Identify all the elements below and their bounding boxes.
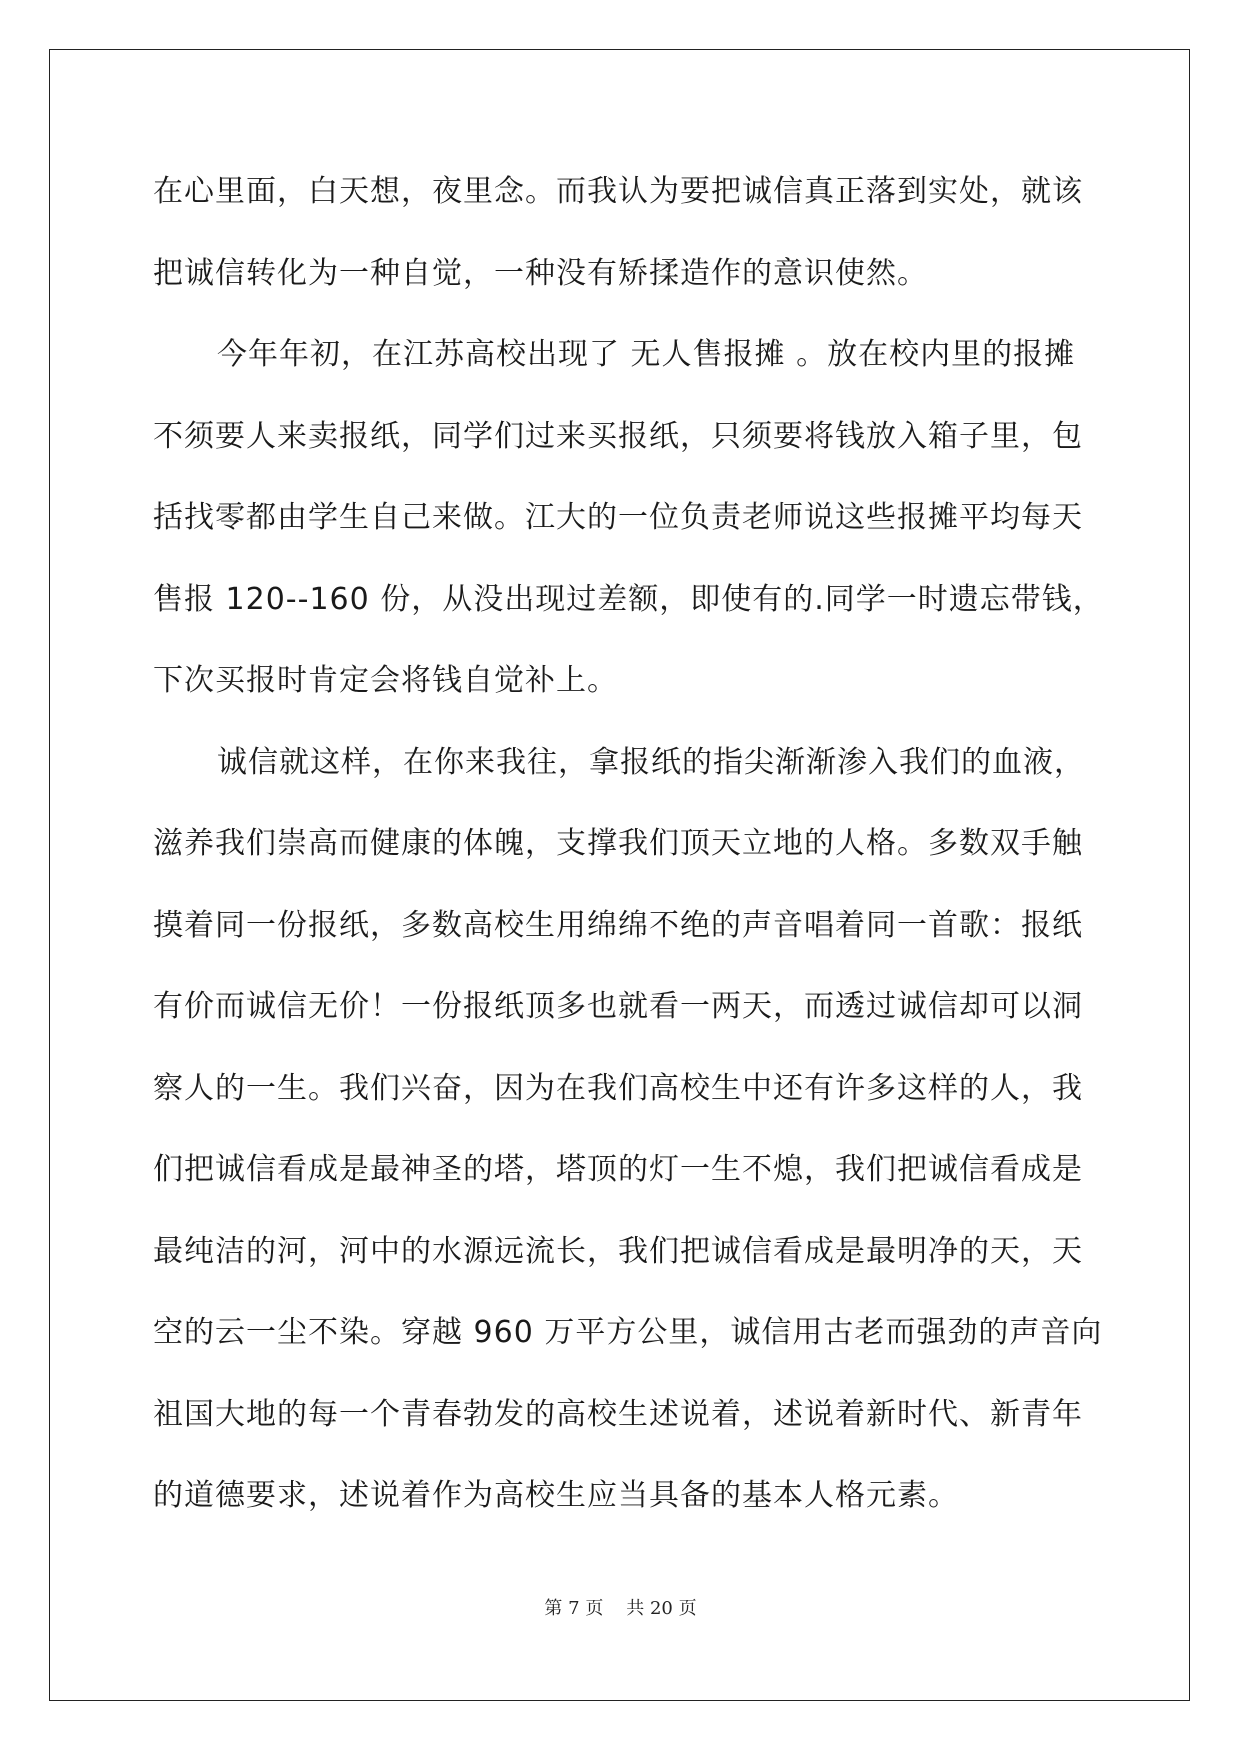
text-line: 最纯洁的河，河中的水源远流长，我们把诚信看成是最明净的天，天 xyxy=(153,1233,1083,1269)
text-line: 在心里面，白天想，夜里念。而我认为要把诚信真正落到实处，就该 xyxy=(153,174,1083,209)
text-line: 滋养我们崇高而健康的体魄，支撑我们顶天立地的人格。多数双手触 xyxy=(153,826,1083,861)
text-line: 祖国大地的每一个青春勃发的高校生述说着，述说着新时代、新青年 xyxy=(153,1396,1083,1432)
text-line: 察人的一生。我们兴奋，因为在我们高校生中还有许多这样的人，我 xyxy=(153,1070,1083,1106)
page-total: 共 20 页 xyxy=(626,1598,697,1619)
text-line: 摸着同一份报纸，多数高校生用绵绵不绝的声音唱着同一首歌：报纸 xyxy=(153,907,1083,943)
paragraph-start-line: 诚信就这样，在你来我往，拿报纸的指尖渐渐渗入我们的血液， xyxy=(217,744,1085,780)
text-line: 括找零都由学生自己来做。江大的一位负责老师说这些报摊平均每天 xyxy=(153,500,1083,535)
text-line: 把诚信转化为一种自觉，一种没有矫揉造作的意识使然。 xyxy=(153,255,928,291)
text-line: 有价而诚信无价！一份报纸顶多也就看一两天，而透过诚信却可以洞 xyxy=(153,989,1083,1024)
text-line: 售报 120--160 份，从没出现过差额，即使有的.同学一时遗忘带钱， xyxy=(153,581,1104,617)
text-line: 下次买报时肯定会将钱自觉补上。 xyxy=(153,663,618,698)
body-text xyxy=(153,160,1104,1546)
text-line: 的道德要求，述说着作为高校生应当具备的基本人格元素。 xyxy=(153,1478,959,1513)
page-footer xyxy=(0,1594,1241,1620)
paragraph-start-line: 今年年初，在江苏高校出现了 无人售报摊 。放在校内里的报摊 xyxy=(217,337,1076,372)
text-line: 空的云一尘不染。穿越 960 万平方公里，诚信用古老而强劲的声音向 xyxy=(153,1315,1103,1350)
page-number: 第 7 页 xyxy=(544,1598,604,1619)
text-line: 们把诚信看成是最神圣的塔，塔顶的灯一生不熄，我们把诚信看成是 xyxy=(153,1152,1083,1187)
text-line: 不须要人来卖报纸，同学们过来买报纸，只须要将钱放入箱子里，包 xyxy=(153,418,1083,454)
